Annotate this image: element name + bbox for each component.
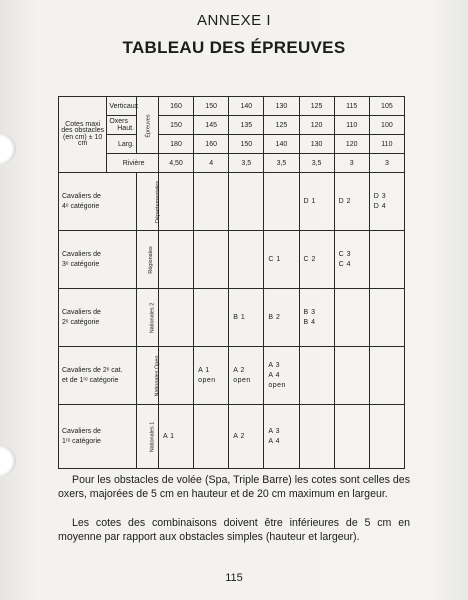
paragraph-combinaisons: Les cotes des combinaisons doivent être inférieures de 5 cm en moyenne par rapport aux obstacles simples (hauteur et largeur). (58, 517, 410, 543)
event-cell (334, 231, 369, 289)
event-cell (158, 231, 193, 289)
category-label-line-1: Cavaliers de (62, 250, 101, 258)
group-label: Épreuves (145, 113, 152, 138)
page-title: TABLEAU DES ÉPREUVES (122, 38, 346, 57)
level-label: Départementales (154, 181, 161, 223)
paragraph-obstacles-volee: Pour les obstacles de volée (Spa, Triple Barre) les cotes sont celles des oxers, majorées de 5 cm en hauteur et de 20 cm maximum en largeur. (58, 474, 410, 500)
event-code: A 3 A 4 open (268, 361, 286, 389)
cell-larg: 150 (229, 135, 264, 154)
event-code: A 3 A 4 (268, 427, 280, 445)
cell-riviere: 4 (194, 154, 229, 173)
category-row (59, 231, 405, 289)
cell-riviere: 4,50 (158, 154, 193, 173)
event-cell (194, 347, 229, 405)
cell-larg: 110 (369, 135, 404, 154)
event-cell (369, 289, 404, 347)
event-cell (194, 231, 229, 289)
event-code: D 3 D 4 (373, 192, 387, 210)
category-row (59, 173, 405, 231)
cell-verticaux: 105 (369, 97, 404, 116)
event-cell (299, 173, 334, 231)
event-cell (299, 231, 334, 289)
category-label (59, 289, 137, 347)
event-code: B 2 (268, 313, 281, 321)
event-cell (194, 405, 229, 469)
cell-verticaux: 115 (334, 97, 369, 116)
event-cell (264, 173, 299, 231)
table-row-verticaux (59, 97, 405, 116)
event-cell (264, 231, 299, 289)
cell-haut: 135 (229, 116, 264, 135)
event-cell (334, 405, 369, 469)
event-cell (229, 231, 264, 289)
level-cell (136, 173, 161, 231)
event-cell (334, 173, 369, 231)
event-cell (299, 289, 334, 347)
event-cell (229, 347, 264, 405)
category-label-line-2: 4ᵉ catégorie (62, 202, 100, 210)
cell-haut: 100 (369, 116, 404, 135)
corner-label: Cotes maxi des obstacles (en cm) ± 10 cm (59, 97, 107, 173)
category-label-line-2: 1ʳᵉ catégorie (62, 437, 101, 445)
cell-haut: 150 (158, 116, 193, 135)
level-label: Nationales 1 (149, 421, 156, 453)
event-cell (194, 289, 229, 347)
row-label-verticaux: Verticaux (107, 97, 137, 116)
event-cell (299, 405, 334, 469)
event-code: A 1 open (198, 366, 216, 384)
cell-riviere: 3 (369, 154, 404, 173)
cell-verticaux: 150 (194, 97, 229, 116)
level-cell (136, 347, 161, 405)
cell-haut: 145 (194, 116, 229, 135)
category-label-line-1: Cavaliers de (62, 192, 101, 200)
event-cell (194, 173, 229, 231)
category-label (59, 173, 137, 231)
row-label-larg (107, 135, 137, 154)
level-label: Nationales Open (154, 355, 161, 397)
cell-verticaux: 125 (299, 97, 334, 116)
event-code: C 2 (303, 255, 316, 263)
table-row-haut (59, 116, 405, 135)
category-label-line-1: Cavaliers de (62, 308, 101, 316)
event-cell (264, 289, 299, 347)
event-cell (369, 405, 404, 469)
cell-riviere: 3 (334, 154, 369, 173)
cell-haut: 110 (334, 116, 369, 135)
event-code: A 2 open (233, 366, 251, 384)
cell-larg: 120 (334, 135, 369, 154)
category-label-line-2: 2ᵉ catégorie (62, 318, 100, 326)
event-cell (264, 347, 299, 405)
event-code: D 2 (338, 197, 352, 205)
cell-larg: 140 (264, 135, 299, 154)
binder-hole (0, 134, 16, 164)
category-label (59, 405, 137, 469)
event-cell (299, 347, 334, 405)
oxers-haut-label (107, 116, 137, 135)
event-code: B 1 (233, 313, 246, 321)
oxers-label: Oxers (109, 118, 128, 125)
cell-larg: 180 (158, 135, 193, 154)
event-cell (158, 289, 193, 347)
cell-larg: 160 (194, 135, 229, 154)
event-cell (334, 289, 369, 347)
event-cell (158, 173, 193, 231)
level-cell (136, 405, 158, 469)
event-cell (158, 347, 193, 405)
table-row-riviere (59, 154, 405, 173)
cell-haut: 120 (299, 116, 334, 135)
category-row (59, 405, 405, 469)
event-code: C 3 C 4 (338, 250, 352, 268)
row-label-haut: Haut. (117, 125, 134, 132)
category-label (59, 231, 137, 289)
cell-verticaux: 130 (264, 97, 299, 116)
larg-label: Larg. (118, 140, 134, 148)
cell-larg: 130 (299, 135, 334, 154)
event-cell (334, 347, 369, 405)
category-label-line-2: et de 1ʳᵉ catégorie (62, 376, 119, 384)
category-label-line-2: 3ᵉ catégorie (62, 260, 100, 268)
category-label-line-1: Cavaliers de 2ᵉ cat. (62, 366, 123, 374)
event-cell (369, 347, 404, 405)
event-cell (229, 173, 264, 231)
annex-label: ANNEXE I (196, 12, 272, 29)
cell-riviere: 3,5 (299, 154, 334, 173)
category-row (59, 347, 405, 405)
event-code: A 1 (162, 432, 175, 440)
event-code: A 2 (233, 432, 245, 440)
cell-verticaux: 140 (229, 97, 264, 116)
level-label: Nationales 2 (149, 302, 156, 334)
event-code: B 3 B 4 (303, 308, 316, 326)
event-cell (229, 405, 264, 469)
category-label (59, 347, 137, 405)
cell-verticaux: 160 (158, 97, 193, 116)
binder-hole (0, 446, 16, 476)
group-label-cell (136, 97, 158, 154)
event-code: C 1 (268, 255, 281, 263)
level-cell (136, 289, 158, 347)
event-cell (369, 173, 404, 231)
event-cell (264, 405, 299, 469)
cell-haut: 125 (264, 116, 299, 135)
cell-riviere: 3,5 (229, 154, 264, 173)
event-code: D 1 (303, 197, 316, 205)
events-table (58, 96, 405, 469)
table-row-larg (59, 135, 405, 154)
category-row (59, 289, 405, 347)
row-label-riviere: Rivière (107, 154, 159, 173)
event-cell (229, 289, 264, 347)
event-cell (369, 231, 404, 289)
event-cell (158, 405, 193, 469)
category-label-line-1: Cavaliers de (62, 427, 101, 435)
cell-riviere: 3,5 (264, 154, 299, 173)
level-cell (136, 231, 158, 289)
level-label: Régionales (147, 246, 154, 274)
page-number: 115 (225, 572, 243, 584)
